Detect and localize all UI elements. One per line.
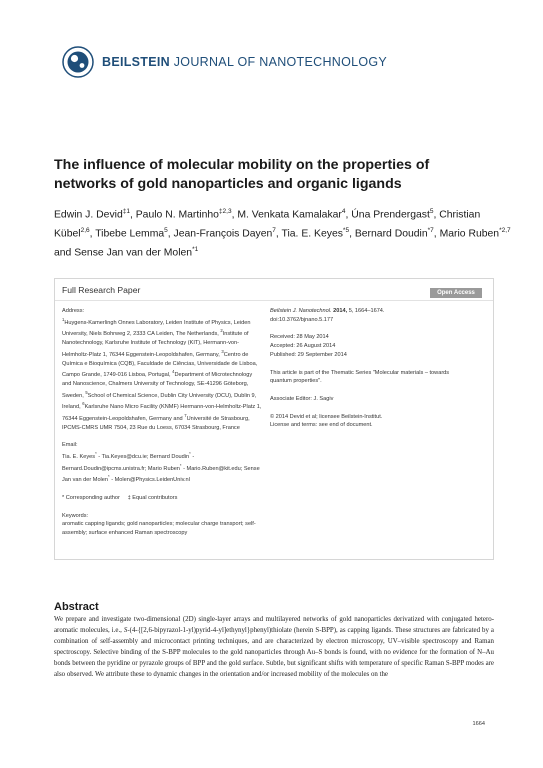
article-info-box — [54, 278, 494, 560]
dates-block — [270, 333, 470, 359]
article-type: Full Research Paper — [62, 285, 141, 295]
citation-block — [270, 307, 470, 325]
email-block — [62, 441, 262, 485]
journal-logo[interactable] — [62, 46, 387, 78]
associate-editor: Associate Editor: J. Sagiv — [270, 395, 334, 402]
citation-pages: 5, 1664–1674. — [347, 308, 385, 314]
published-date: Published: 29 September 2014 — [270, 351, 347, 358]
info-box-header — [55, 279, 493, 301]
abstract-heading: Abstract — [54, 601, 99, 613]
article-title: The influence of molecular mobility on the properties of networks of gold nanoparticles and organic ligands — [54, 157, 430, 192]
address-text: $^1$Huygens-Kamerlingh Onnes Laboratory, Leiden Institute of Physics, Leiden University, Niels Bohrweg 2, 2333 CA Leiden, The Netherlands, $^2$Institute of Nanotechnology, Karlsruhe Institute of Technology (KIT), Hermann-von-Helmholtz-Platz 1, 76344 Eggenstein-Leopoldshafen, Germany, $^3$Centro de Química e Bioquímica (CQB), Faculdade de Ciências, Universidade de Lisboa, Campo Grande, 1749-016 Lisboa, Portugal, $^4$Department of Microtechnology and Nanoscience, Chalmers University of Technology, SE-41296 Göteborg, Sweden, $^5$School of Chemical Science, Dublin City University (DCU), Dublin 9, Ireland, $^6$Karlsruhe Nano Micro Facility (KNMF) Hermann-von-Helmholtz-Platz 1, 76344 Eggenstein-Leopoldshafen, Germany and $^7$Université de Strasbourg, IPCMS-CMRS UMR 7504, 23 Rue du Loess, 67034 Strasbourg, France — [62, 316, 262, 431]
address-block — [62, 307, 262, 433]
citation-year: 2014, — [333, 308, 348, 314]
license-block — [270, 413, 470, 431]
doi-link[interactable]: doi:10.3762/bjnano.5.177 — [270, 316, 334, 323]
keywords-label: Keywords: — [62, 512, 89, 519]
author-list: Edwin J. Devid$^{\ddagger 1}$, Paulo N. Martinho$^{\ddagger 2,3}$, M. Venkata Kamalakar$^4$, Úna Prendergast$^5$, Christian Kübel$^{2,6}$, Tibebe Lemma$^5$, Jean-François Dayen$^7$, Tia. E. Keyes$^{*5}$, Bernard Doudin$^{*7}$, Mario Ruben$^{*2,7}$ and Sense Jan van der Molen$^{*1}$ — [54, 208, 511, 259]
author-footnote: * Corresponding author ‡ Equal contributors — [62, 494, 178, 501]
journal-name: BEILSTEIN JOURNAL OF NANOTECHNOLOGY — [102, 55, 388, 69]
email-text[interactable]: Tia. E. Keyes* - Tia.Keyes@dcu.ie; Bernard Doudin* - Bernard.Doudin@ipcms.unistra.fr; Mario Ruben* - Mario.Ruben@kit.edu; Sense Jan van der Molen* - Molen@Physics.LeidenUniv.nl — [62, 451, 260, 484]
beilstein-logo-icon — [62, 46, 94, 78]
info-right-column — [270, 307, 470, 439]
info-left-column — [62, 307, 262, 547]
thematic-series-note: This article is part of the Thematic Series "Molecular materials – towards quantum properties". — [270, 369, 450, 385]
keywords-text: aromatic capping ligands; gold nanoparticles; molecular charge transport; self-assembly; surface enhanced Raman spectroscopy — [62, 521, 256, 537]
received-date: Received: 28 May 2014 — [270, 334, 329, 341]
citation-journal: Beilstein J. Nanotechnol. — [270, 308, 332, 314]
copyright-text: © 2014 Devid et al; licensee Beilstein-Institut. — [270, 413, 383, 420]
license-text[interactable]: License and terms: see end of document. — [270, 422, 373, 429]
accepted-date: Accepted: 26 August 2014 — [270, 343, 336, 350]
email-label: Email: — [62, 442, 78, 449]
page-number: 1664 — [472, 721, 485, 727]
address-label: Address: — [62, 308, 85, 314]
abstract-text: We prepare and investigate two-dimensional (2D) single-layer arrays and multilayered networks of gold nanoparticles derivatized with conjugated hetero-aromatic molecules, i.e., S-(4-{[2,6-bipyrazol-1-yl)pyrid-4-yl]ethynyl}phenyl)thiolate (herein S-BPP), as capping ligands. These structures are fabricated by a combination of self-assembly and microcontact printing techniques, and are characterized by electron microscopy, UV–visible spectroscopy and Raman spectroscopy. Selective binding of the S-BPP molecules to the gold nanoparticles through Au–S bonds is found, with no evidence for the formation of N–Au bonds between the pyridine or pyrazole groups of BPP and the gold surface. Subtle, but significant shifts with temperature of specific Raman S-BPP modes are also observed. We attribute these to dynamic changes in the orientation and/or increased mobility of the molecules on the — [54, 616, 494, 679]
open-access-badge[interactable]: Open Access — [430, 288, 482, 298]
keywords-block — [62, 512, 262, 538]
